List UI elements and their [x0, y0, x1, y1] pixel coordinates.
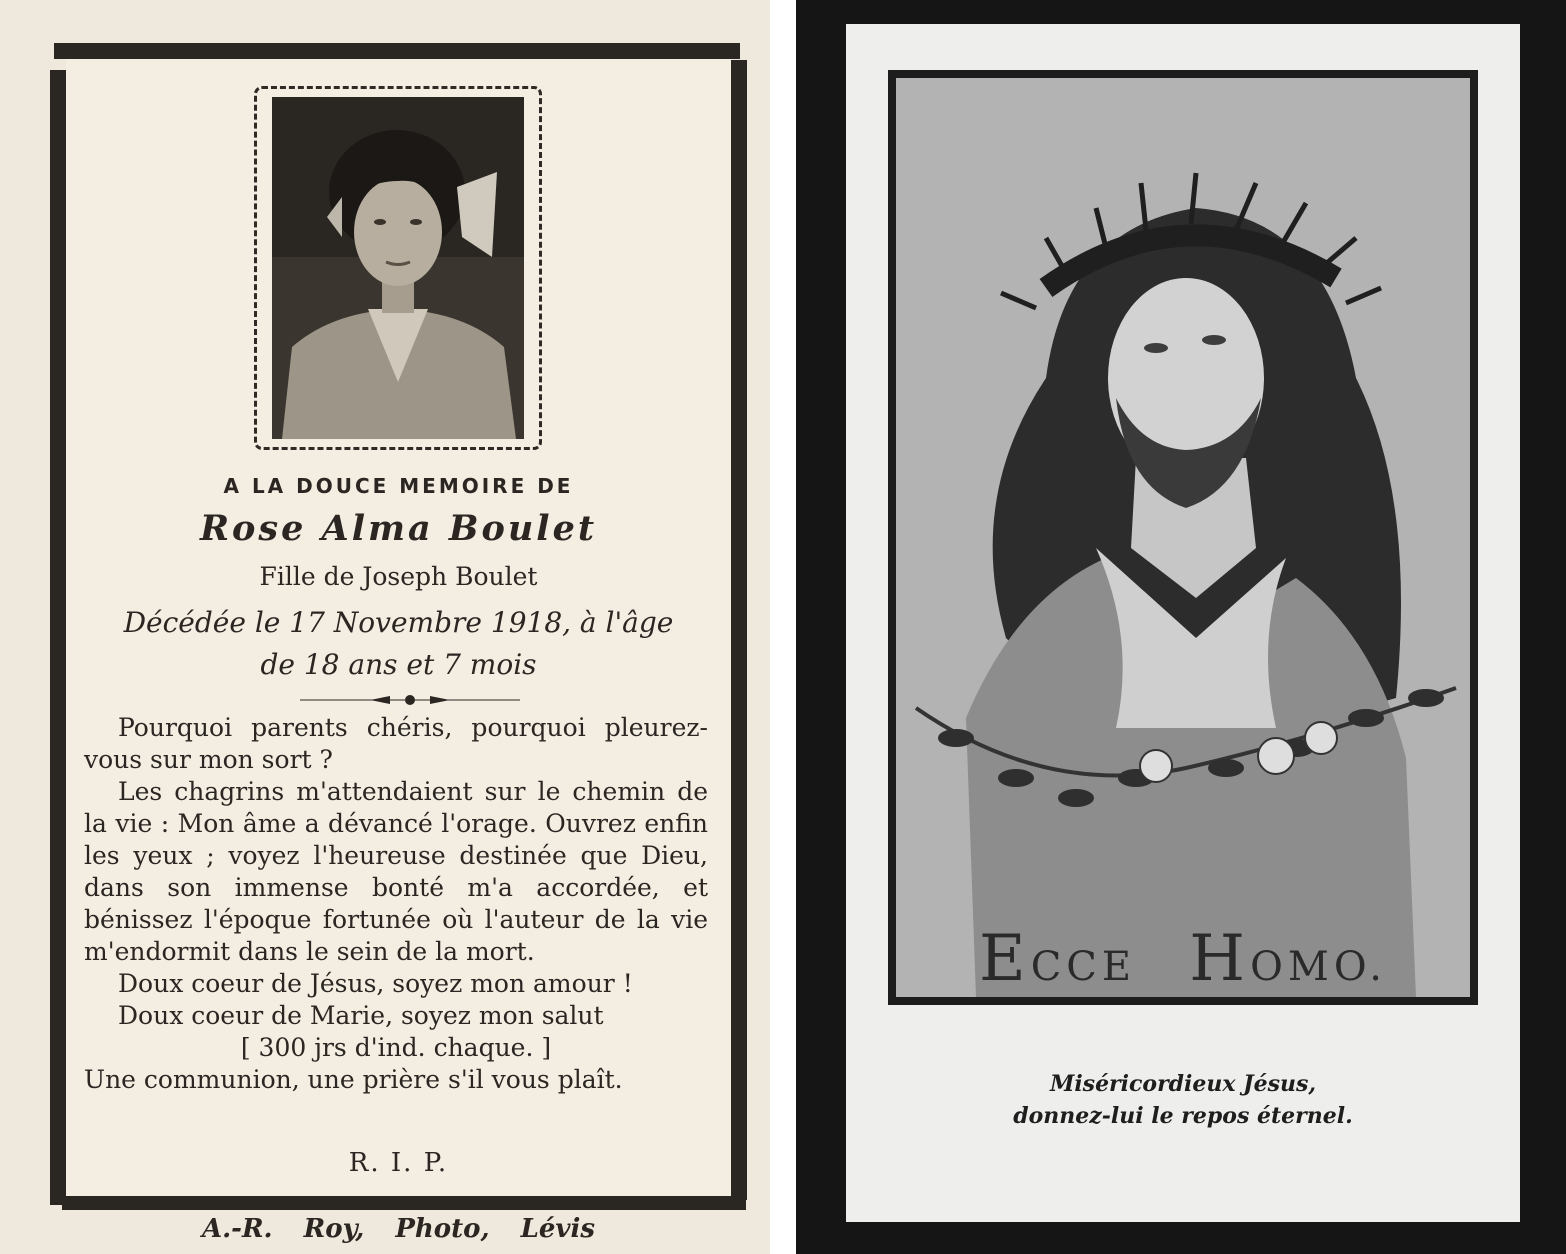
deceased-name: Rose Alma Boulet: [199, 508, 598, 549]
black-border-bottom: [62, 1196, 746, 1210]
death-line-2: de 18 ans et 7 mois: [260, 648, 537, 681]
title-initial-e: E: [978, 922, 1031, 996]
prayer-marie: Doux coeur de Marie, soyez mon salut: [118, 1001, 604, 1030]
caption-line-1: Miséricordieux Jésus,: [1049, 1071, 1317, 1097]
ecce-homo-illustration: [896, 78, 1470, 997]
communion-request: Une communion, une prière s'il vous plaît.: [84, 1065, 623, 1094]
death-line-1: Décédée le 17 Novembre 1918, à l'âge: [123, 606, 674, 639]
indulgence-note: [ 300 jrs d'ind. chaque. ]: [240, 1033, 552, 1062]
black-border-right: [731, 60, 747, 1200]
title-word-1-rest: CCE: [1030, 944, 1137, 990]
parentage-line: Fille de Joseph Boulet: [259, 562, 538, 591]
title-word-2-rest: OMO.: [1250, 944, 1388, 990]
ecce-homo-title: [896, 922, 1470, 996]
memorial-poem: [84, 712, 708, 1096]
title-initial-h: H: [1189, 922, 1251, 996]
ornament-divider: [300, 693, 520, 707]
memorial-heading: A LA DOUCE MEMOIRE DE: [223, 474, 574, 498]
caption-line-2: donnez-lui le repos éternel.: [1013, 1103, 1353, 1129]
prayer-caption: [846, 1068, 1520, 1132]
death-date-text: [66, 602, 731, 686]
black-border-top: [54, 43, 740, 59]
poem-paragraph-1: Pourquoi parents chéris, pourquoi pleurez-vous sur mon sort ?: [84, 713, 708, 774]
prayer-jesus: Doux coeur de Jésus, soyez mon amour !: [118, 969, 633, 998]
photographer-credit: A.-R. Roy, Photo, Lévis: [201, 1214, 596, 1244]
poem-paragraph-2: Les chagrins m'attendaient sur le chemin de la vie : Mon âme a dévancé l'orage. Ouvrez enfin les yeux ; voyez l'heureuse destinée que Dieu, dans son immense bonté m'a accordée, et bénissez l'époque fortunée où l'auteur de la vie m'endormit dans le sein de la mort.: [84, 777, 708, 966]
black-border-left: [50, 70, 66, 1205]
portrait-photo: [272, 97, 524, 439]
rip-text: R. I. P.: [348, 1148, 449, 1178]
